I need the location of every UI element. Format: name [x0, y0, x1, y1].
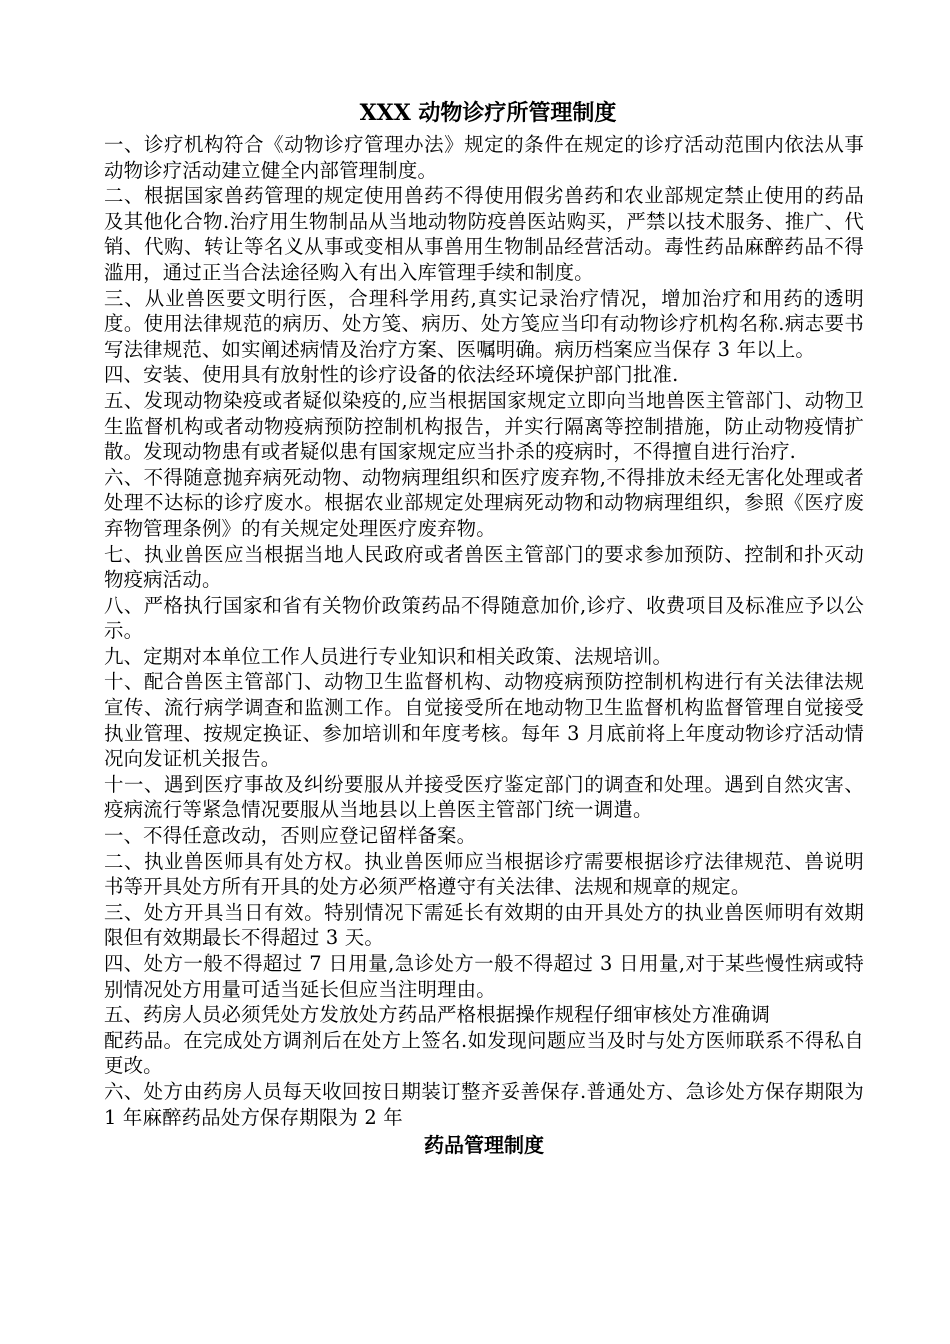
paragraph: 十一、遇到医疗事故及纠纷要服从并接受医疗鉴定部门的调查和处理。遇到自然灾害、疫病流行等紧急情况要服从当地县以上兽医主管部门统一调遣。	[104, 772, 864, 822]
paragraph: 七、执业兽医应当根据当地人民政府或者兽医主管部门的要求参加预防、控制和扑灭动物疫病活动。	[104, 542, 864, 592]
paragraph: 二、执业兽医师具有处方权。执业兽医师应当根据诊疗需要根据诊疗法律规范、兽说明书等开具处方所有开具的处方必须严格遵守有关法律、法规和规章的规定。	[104, 849, 864, 899]
paragraph: 十、配合兽医主管部门、动物卫生监督机构、动物疫病预防控制机构进行有关法律法规宣传、流行病学调查和监测工作。自觉接受所在地动物卫生监督机构监督管理自觉接受执业管理、按规定换证、参加培训和年度考核。每年 3 月底前将上年度动物诊疗活动情况向发证机关报告。	[104, 670, 864, 771]
section-title: 药品管理制度	[424, 1133, 544, 1158]
paragraph: 三、从业兽医要文明行医，合理科学用药,真实记录治疗情况，增加治疗和用药的透明度。使用法律规范的病历、处方笺、病历、处方笺应当印有动物诊疗机构名称.病志要书写法律规范、如实阐述病情及治疗方案、医嘱明确。病历档案应当保存 3 年以上。	[104, 286, 864, 361]
paragraph: 四、安装、使用具有放射性的诊疗设备的依法经环境保护部门批准.	[104, 363, 679, 387]
document-page	[104, 96, 864, 1160]
paragraph: 五、药房人员必须凭处方发放处方药品严格根据操作规程仔细审核处方准确调	[104, 1003, 771, 1027]
document-title: XXX 动物诊疗所管理制度	[359, 100, 617, 126]
paragraph: 配药品。在完成处方调剂后在处方上签名.如发现问题应当及时与处方医师联系不得私自更改。	[104, 1028, 864, 1078]
paragraph: 二、根据国家兽药管理的规定使用兽药不得使用假劣兽药和农业部规定禁止使用的药品及其他化合物.治疗用生物制品从当地动物防疫兽医站购买，严禁以技术服务、推广、代销、代购、转让等名义从事或变相从事兽用生物制品经营活动。毒性药品麻醉药品不得滥用，通过正当合法途径购入有出入库管理手续和制度。	[104, 184, 864, 284]
paragraph: 一、不得任意改动，否则应登记留样备案。	[104, 824, 477, 848]
paragraph: 六、处方由药房人员每天收回按日期装订整齐妥善保存.普通处方、急诊处方保存期限为 1 年麻醉药品处方保存期限为 2 年	[104, 1079, 864, 1129]
paragraph: 九、定期对本单位工作人员进行专业知识和相关政策、法规培训。	[104, 644, 673, 668]
paragraph: 八、严格执行国家和省有关物价政策药品不得随意加价,诊疗、收费项目及标准应予以公示。	[104, 593, 864, 643]
paragraph: 六、不得随意抛弃病死动物、动物病理组织和医疗废弃物,不得排放未经无害化处理或者处理不达标的诊疗废水。根据农业部规定处理病死动物和动物病理组织，参照《医疗废弃物管理条例》的有关规定处理医疗废弃物。	[104, 465, 864, 540]
paragraph: 一、诊疗机构符合《动物诊疗管理办法》规定的条件在规定的诊疗活动范围内依法从事动物诊疗活动建立健全内部管理制度。	[104, 133, 864, 182]
paragraph: 四、处方一般不得超过 7 日用量,急诊处方一般不得超过 3 日用量,对于某些慢性病或特别情况处方用量可适当延长但应当注明理由。	[104, 952, 864, 1001]
paragraph: 三、处方开具当日有效。特别情况下需延长有效期的由开具处方的执业兽医师明有效期限但有效期最长不得超过 3 天。	[104, 900, 864, 950]
paragraph: 五、发现动物染疫或者疑似染疫的,应当根据国家规定立即向当地兽医主管部门、动物卫生监督机构或者动物疫病预防控制机构报告，并实行隔离等控制措施，防止动物疫情扩散。发现动物患有或者疑似患有国家规定应当扑杀的疫病时，不得擅自进行治疗.	[104, 388, 864, 464]
